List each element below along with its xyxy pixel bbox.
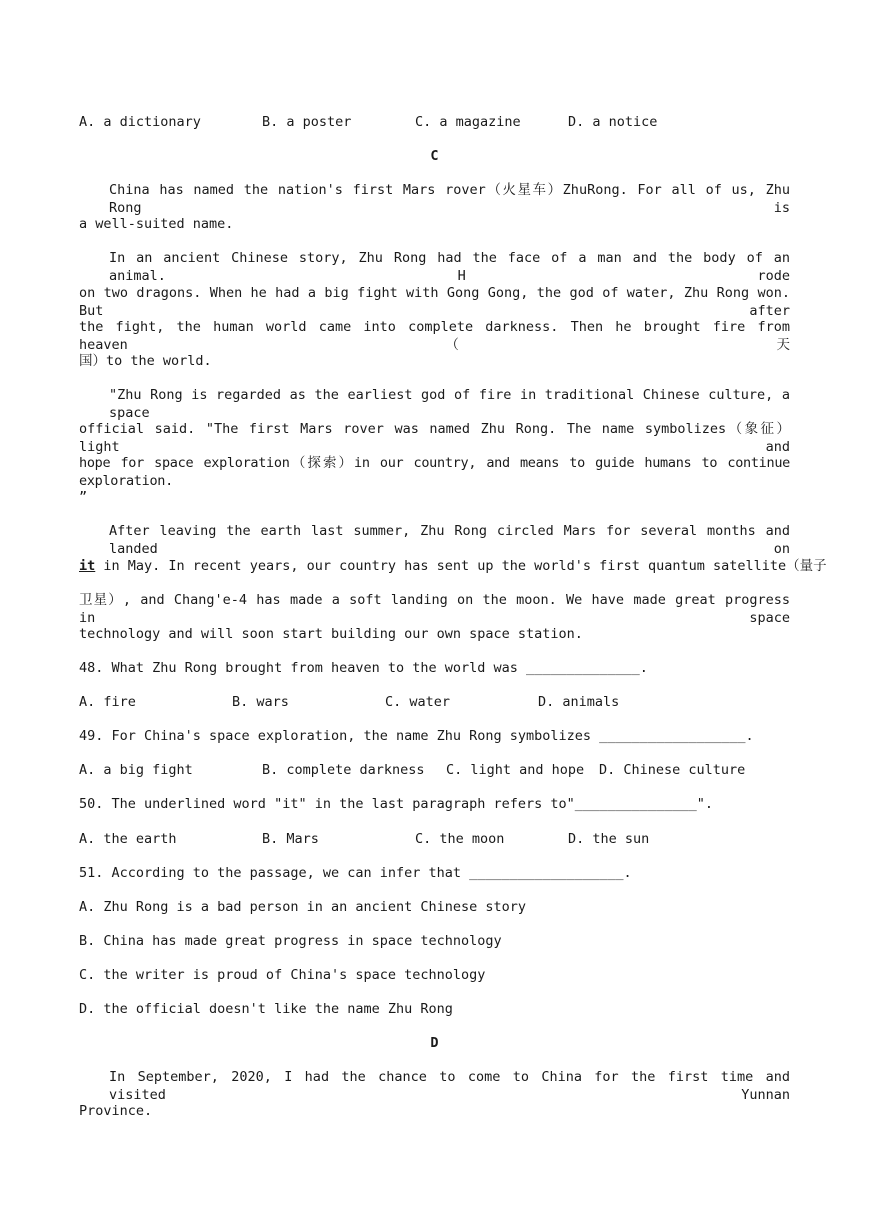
question-49-stem: 49. For China's space exploration, the name Zhu Rong symbolizes __________________. [79, 728, 754, 744]
passage-c-p1-line2: a well-suited name. [79, 216, 234, 232]
q49-option-b: B. complete darkness [262, 762, 425, 778]
q49-option-d: D. Chinese culture [599, 762, 746, 778]
passage-c-p4-line1: After leaving the earth last summer, Zhu Rong circled Mars for several months and landed on [109, 523, 790, 557]
passage-c-p2-line3: the fight, the human world came into complete darkness. Then he brought fire from heaven（天 [79, 319, 790, 353]
q47-option-a: A. a dictionary [79, 114, 201, 130]
q51-option-a: A. Zhu Rong is a bad person in an ancient Chinese story [79, 899, 527, 915]
q47-option-b: B. a poster [262, 114, 352, 130]
q51-option-d: D. the official doesn't like the name Zhu Rong [79, 1001, 453, 1017]
q50-option-d: D. the sun [568, 831, 650, 847]
passage-c-p4-line2 [79, 557, 827, 575]
q47-option-c: C. a magazine [415, 114, 521, 130]
q47-option-d: D. a notice [568, 114, 658, 130]
passage-c-p3-line3: hope for space exploration（探索）in our country, and means to guide humans to continue exploration. [79, 455, 790, 489]
q49-option-a: A. a big fight [79, 762, 193, 778]
q48-option-a: A. fire [79, 694, 136, 710]
q49-option-c: C. light and hope [446, 762, 585, 778]
passage-c-p4-line4: technology and will soon start building our own space station. [79, 626, 583, 642]
section-d-heading: D [430, 1035, 439, 1051]
passage-c-p4-line3: 卫星）, and Chang'e-4 has made a soft landing on the moon. We have made great progress in space [79, 592, 790, 626]
q50-option-c: C. the moon [415, 831, 505, 847]
section-c-heading: C [430, 148, 439, 164]
q50-option-a: A. the earth [79, 831, 177, 847]
passage-c-p2-line4: 国）to the world. [79, 353, 212, 369]
passage-d-p1-line1: In September, 2020, I had the chance to come to China for the first time and visited Yunnan [109, 1069, 790, 1103]
passage-d-p1-line2: Province. [79, 1103, 153, 1119]
passage-c-p3-line2: official said. "The first Mars rover was named Zhu Rong. The name symbolizes（象征）light and [79, 421, 790, 455]
underlined-word-it: it [79, 558, 96, 574]
passage-c-p4-line2-rest: in May. In recent years, our country has sent up the world's first quantum satellite（量子 [95, 558, 827, 574]
q48-option-c: C. water [385, 694, 451, 710]
question-48-stem: 48. What Zhu Rong brought from heaven to the world was ______________. [79, 660, 648, 676]
q48-option-d: D. animals [538, 694, 620, 710]
q48-option-b: B. wars [232, 694, 289, 710]
passage-c-p3-line4: ” [79, 489, 88, 505]
q51-option-b: B. China has made great progress in space technology [79, 933, 502, 949]
q51-option-c: C. the writer is proud of China's space technology [79, 967, 486, 983]
passage-c-p1-line1: China has named the nation's first Mars rover（火星车）ZhuRong. For all of us, Zhu Rong is [109, 182, 790, 216]
passage-c-p2-line2: on two dragons. When he had a big fight with Gong Gong, the god of water, Zhu Rong won. But after [79, 285, 790, 319]
passage-c-p2-line1: In an ancient Chinese story, Zhu Rong had the face of a man and the body of an animal. H rode [109, 250, 790, 284]
question-51-stem: 51. According to the passage, we can infer that ___________________. [79, 865, 632, 881]
question-50-stem: 50. The underlined word "it" in the last paragraph refers to"_______________". [79, 796, 713, 812]
q50-option-b: B. Mars [262, 831, 319, 847]
passage-c-p3-line1: "Zhu Rong is regarded as the earliest god of fire in traditional Chinese culture, a space [109, 387, 790, 421]
